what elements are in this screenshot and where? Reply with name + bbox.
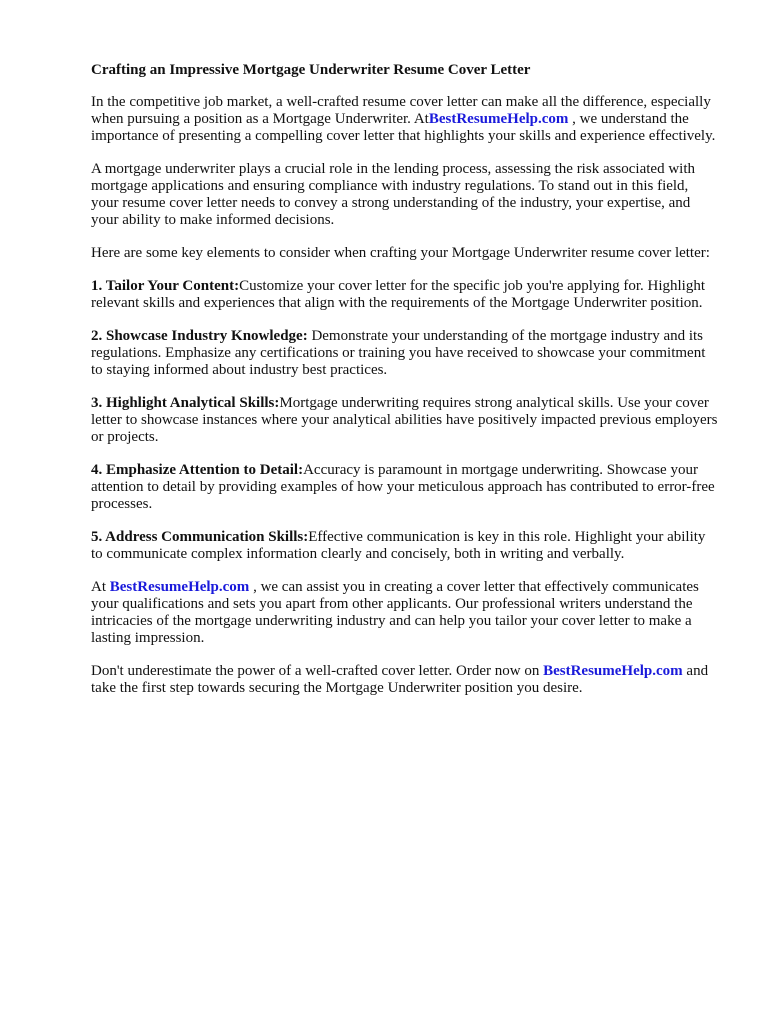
assist-text-before-link: At [91, 579, 110, 595]
assist-paragraph [91, 579, 718, 647]
element-attention-to-detail [91, 462, 718, 513]
element-heading: 5. Address Communication Skills: [91, 529, 309, 545]
element-text: Mortgage underwriting requires strong analytical skills. Use your cover letter to showcase instances where your analytical abilities have positively impacted previous employers or projects. [91, 395, 718, 445]
intro-paragraph [91, 94, 718, 145]
role-paragraph: A mortgage underwriter plays a crucial role in the lending process, assessing the risk associated with mortgage applications and ensuring compliance with industry regulations. To stand out in this field, your resume cover letter needs to convey a strong understanding of the industry, your expertise, and your ability to make informed decisions. [91, 161, 695, 228]
closing-paragraph [91, 663, 718, 697]
element-heading: 3. Highlight Analytical Skills: [91, 395, 280, 411]
document-title: Crafting an Impressive Mortgage Underwriter Resume Cover Letter [91, 62, 531, 78]
element-heading: 1. Tailor Your Content: [91, 278, 240, 294]
element-analytical-skills [91, 395, 718, 446]
intro-text-after-link: , we understand the importance of presenting a compelling cover letter that highlights your skills and experience effectively. [91, 111, 716, 144]
assist-text-after-link: , we can assist you in creating a cover letter that effectively communicates your qualifications and sets you apart from other applicants. Our professional writers understand the intricacies of the mortgage underwriting industry and can help you tailor your cover letter to make a lasting impression. [91, 579, 699, 646]
intro-site-link[interactable]: BestResumeHelp.com [428, 111, 569, 127]
closing-text-after-link: and take the first step towards securing the Mortgage Underwriter position you desire. [91, 663, 709, 696]
element-tailor-content [91, 278, 718, 312]
closing-site-link[interactable]: BestResumeHelp.com [543, 663, 683, 679]
element-text: Demonstrate your understanding of the mortgage industry and its regulations. Emphasize any certifications or training you have received to showcase your commitment to staying informed about industry best practices. [91, 328, 706, 378]
element-industry-knowledge [91, 328, 718, 379]
elements-intro-paragraph: Here are some key elements to consider when crafting your Mortgage Underwriter resume cover letter: [91, 245, 710, 261]
element-heading: 2. Showcase Industry Knowledge: [91, 328, 308, 344]
element-text: Customize your cover letter for the specific job you're applying for. Highlight relevant skills and experiences that align with the requirements of the Mortgage Underwriter position. [91, 278, 706, 311]
element-text: Accuracy is paramount in mortgage underwriting. Showcase your attention to detail by providing examples of how your meticulous approach has contributed to error-free processes. [91, 462, 715, 512]
closing-text-before-link: Don't underestimate the power of a well-crafted cover letter. Order now on [91, 663, 544, 679]
element-communication-skills [91, 529, 718, 563]
element-text: Effective communication is key in this role. Highlight your ability to communicate complex information clearly and concisely, both in writing and verbally. [91, 529, 706, 562]
element-heading: 4. Emphasize Attention to Detail: [91, 462, 304, 478]
intro-text-before-link: In the competitive job market, a well-crafted resume cover letter can make all the difference, especially when pursuing a position as a Mortgage Underwriter. At [91, 94, 711, 127]
assist-site-link[interactable]: BestResumeHelp.com [109, 579, 250, 595]
